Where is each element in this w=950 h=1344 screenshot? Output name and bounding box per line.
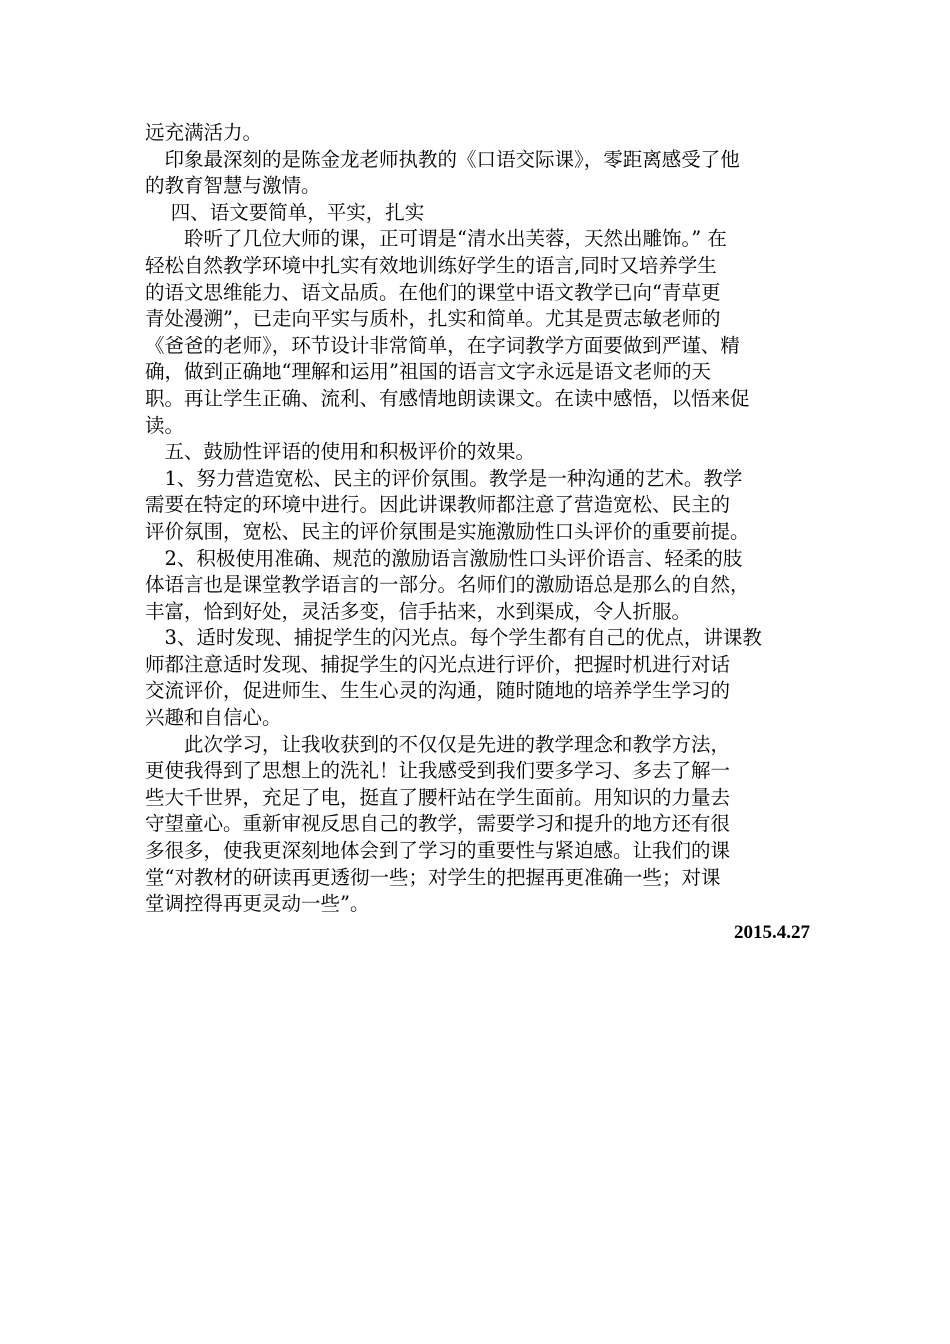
text-line: 需要在特定的环境中进行。因此讲课教师都注意了营造宽松、民主的 — [145, 493, 731, 517]
text-line: 印象最深刻的是陈金龙老师执教的《口语交际课》，零距离感受了他 — [145, 147, 740, 171]
section-heading: 四、语文要简单，平实，扎实 — [145, 200, 425, 224]
text-line: 多很多，使我更深刻地体会到了学习的重要性与紧迫感。让我们的课 — [145, 839, 731, 863]
text-line: 聆听了几位大师的课，正可谓是“清水出芙蓉，天然出雕饰。” 在 — [145, 227, 727, 251]
text-line: 兴趣和自信心。 — [145, 706, 282, 730]
text-line: 的语文思维能力、语文品质。在他们的课堂中语文教学已向“青草更 — [145, 280, 721, 304]
text-line: 轻松自然教学环境中扎实有效地训练好学生的语言,同时又培养学生 — [145, 253, 717, 277]
text-line: 青处漫溯”，已走向平实与质朴，扎实和简单。尤其是贾志敏老师的 — [145, 307, 721, 331]
text-line: 堂“对教材的研读再更透彻一些；对学生的把握再更准确一些；对课 — [145, 865, 721, 889]
text-line: 些大千世界，充足了电，挺直了腰杆站在学生面前。用知识的力量去 — [145, 785, 731, 809]
text-line: 守望童心。重新审视反思自己的教学，需要学习和提升的地方还有很 — [145, 812, 731, 836]
text-line: 《爸爸的老师》，环节设计非常简单，在字词教学方面要做到严谨、精 — [145, 333, 740, 357]
section-heading: 五、鼓励性评语的使用和积极评价的效果。 — [145, 440, 536, 464]
document-body — [145, 120, 810, 918]
text-line: 1、努力营造宽松、民主的评价氛围。教学是一种沟通的艺术。教学 — [145, 466, 743, 490]
text-line: 读。 — [145, 413, 185, 437]
text-line: 丰富，恰到好处，灵活多变，信手拈来，水到渠成，令人折服。 — [145, 599, 692, 623]
text-line: 交流评价，促进师生、生生心灵的沟通，随时随地的培养学生学习的 — [145, 679, 731, 703]
text-line: 的教育智慧与激情。 — [145, 174, 321, 198]
text-line: 评价氛围，宽松、民主的评价氛围是实施激励性口头评价的重要前提。 — [145, 519, 750, 543]
text-line: 此次学习，让我收获到的不仅仅是先进的教学理念和教学方法， — [145, 732, 731, 756]
text-line: 体语言也是课堂教学语言的一部分。名师们的激励语总是那么的自然， — [145, 573, 750, 597]
document-date: 2015.4.27 — [734, 921, 810, 943]
text-line: 远充满活力。 — [145, 121, 263, 144]
text-line: 师都注意适时发现、捕捉学生的闪光点进行评价，把握时机进行对话 — [145, 652, 731, 676]
text-line: 职。再让学生正确、流利、有感情地朗读课文。在读中感悟，以悟来促 — [145, 386, 750, 410]
text-line: 更使我得到了思想上的洗礼！让我感受到我们要多学习、多去了解一 — [145, 759, 731, 783]
text-line: 堂调控得再更灵动一些”。 — [145, 892, 370, 916]
document-page — [145, 120, 810, 946]
text-line: 2、积极使用准确、规范的激励语言激励性口头评价语言、轻柔的肢 — [145, 546, 743, 570]
text-line: 确，做到正确地“理解和运用”祖国的语言文字永远是语文老师的天 — [145, 360, 711, 384]
text-line: 3、适时发现、捕捉学生的闪光点。每个学生都有自己的优点，讲课教 — [145, 626, 762, 650]
